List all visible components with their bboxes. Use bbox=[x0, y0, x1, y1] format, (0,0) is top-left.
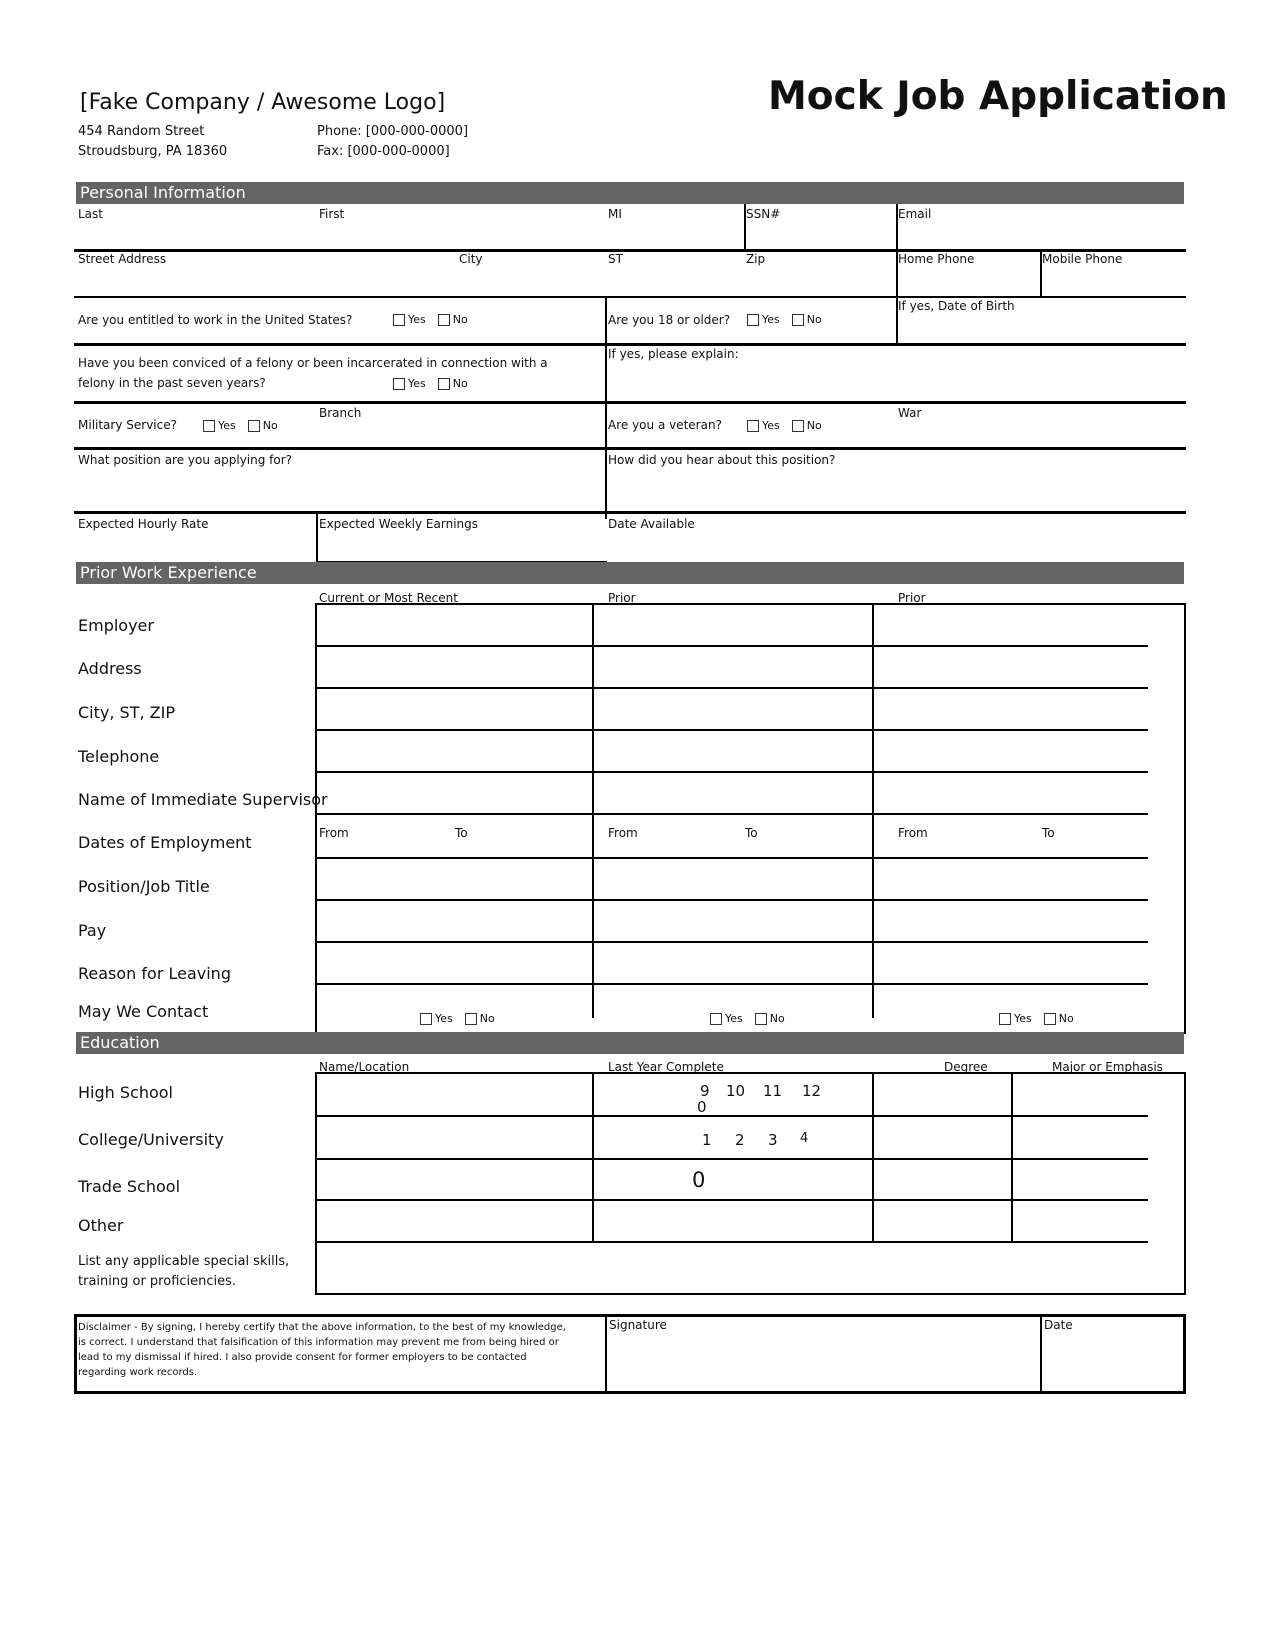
to-label: To bbox=[745, 826, 758, 840]
contact-3-yes-no bbox=[999, 1012, 1086, 1025]
to-label: To bbox=[455, 826, 468, 840]
work-cell-input[interactable] bbox=[874, 773, 1148, 815]
veteran-yes-no bbox=[747, 419, 834, 432]
work-cell-input[interactable] bbox=[874, 901, 1148, 943]
label-entitled-question: Are you entitled to work in the United States? bbox=[78, 313, 353, 327]
label-signature: Signature bbox=[609, 1318, 667, 1332]
work-experience-grid bbox=[315, 603, 1186, 1034]
section-header-education: Education bbox=[76, 1032, 1184, 1054]
label-st: ST bbox=[608, 252, 623, 266]
yes-label: Yes bbox=[725, 1012, 743, 1025]
section-header-personal: Personal Information bbox=[76, 182, 1184, 204]
college-year-3[interactable]: 3 bbox=[768, 1131, 778, 1149]
education-cell-input[interactable] bbox=[317, 1160, 594, 1201]
no-label: No bbox=[769, 1012, 785, 1025]
veteran-no-checkbox[interactable] bbox=[792, 419, 822, 432]
work-row-label: Reason for Leaving bbox=[78, 964, 231, 983]
military-no-checkbox[interactable] bbox=[248, 419, 278, 432]
military-yes-checkbox[interactable] bbox=[203, 419, 236, 432]
disclaimer-text bbox=[78, 1320, 566, 1380]
contact-1-no-checkbox[interactable] bbox=[465, 1012, 495, 1025]
trade-year-zero[interactable]: 0 bbox=[692, 1168, 706, 1192]
work-row-label: Name of Immediate Supervisor bbox=[78, 790, 328, 809]
work-col-header-1: Current or Most Recent bbox=[319, 591, 458, 605]
work-cell-input[interactable] bbox=[874, 731, 1148, 773]
work-col-header-2: Prior bbox=[608, 591, 636, 605]
work-cell-input[interactable] bbox=[317, 943, 594, 985]
label-hourly-rate: Expected Hourly Rate bbox=[78, 517, 209, 531]
hs-year-zero: 0 bbox=[697, 1098, 707, 1116]
label-first: First bbox=[319, 207, 345, 221]
yes-label: Yes bbox=[762, 313, 780, 326]
yes-label: Yes bbox=[408, 377, 426, 390]
work-row-label: Address bbox=[78, 659, 142, 678]
label-weekly-earnings: Expected Weekly Earnings bbox=[319, 517, 478, 531]
company-logo-placeholder: [Fake Company / Awesome Logo] bbox=[80, 90, 446, 115]
work-cell-input[interactable] bbox=[594, 731, 874, 773]
work-cell-input[interactable] bbox=[317, 647, 594, 689]
work-cell-input[interactable] bbox=[317, 773, 594, 815]
label-explain: If yes, please explain: bbox=[608, 347, 739, 361]
work-cell-input[interactable] bbox=[317, 901, 594, 943]
yes-label: Yes bbox=[762, 419, 780, 432]
label-age-question: Are you 18 or older? bbox=[608, 313, 731, 327]
entitled-yes-checkbox[interactable] bbox=[393, 313, 426, 326]
no-label: No bbox=[806, 313, 822, 326]
college-year-4[interactable]: 4 bbox=[800, 1131, 809, 1146]
age-yes-no bbox=[747, 313, 834, 326]
education-cell-input[interactable] bbox=[874, 1160, 1013, 1201]
work-row-label: Employer bbox=[78, 616, 154, 635]
label-felony-line2: felony in the past seven years? bbox=[78, 376, 266, 390]
no-label: No bbox=[452, 377, 468, 390]
label-date: Date bbox=[1044, 1318, 1073, 1332]
contact-2-no-checkbox[interactable] bbox=[755, 1012, 785, 1025]
education-cell-input[interactable] bbox=[317, 1074, 594, 1117]
yes-label: Yes bbox=[408, 313, 426, 326]
military-yes-no bbox=[203, 419, 290, 432]
from-label: From bbox=[319, 826, 349, 840]
disclaimer-line: regarding work records. bbox=[78, 1367, 198, 1378]
education-cell-input[interactable] bbox=[874, 1074, 1013, 1117]
label-position-question: What position are you applying for? bbox=[78, 453, 293, 467]
work-cell-input[interactable] bbox=[594, 859, 874, 901]
education-cell-input[interactable] bbox=[1013, 1074, 1148, 1117]
work-row-label: Pay bbox=[78, 921, 107, 940]
from-label: From bbox=[608, 826, 638, 840]
work-row-label: Telephone bbox=[78, 747, 160, 766]
entitled-yes-no bbox=[393, 313, 480, 326]
work-cell-input[interactable] bbox=[317, 605, 594, 647]
education-cell-input[interactable] bbox=[874, 1117, 1013, 1160]
label-felony-line1: Have you been conviced of a felony or been incarcerated in connection with a bbox=[78, 356, 548, 370]
education-cell-input[interactable] bbox=[317, 1201, 594, 1243]
edu-col-year: Last Year Complete bbox=[608, 1060, 724, 1074]
label-veteran-question: Are you a veteran? bbox=[608, 418, 722, 432]
college-year-2[interactable]: 2 bbox=[735, 1131, 745, 1149]
felony-yes-checkbox[interactable] bbox=[393, 377, 426, 390]
label-street: Street Address bbox=[78, 252, 167, 266]
label-home-phone: Home Phone bbox=[898, 252, 975, 266]
work-cell-input[interactable] bbox=[594, 647, 874, 689]
no-label: No bbox=[806, 419, 822, 432]
work-cell-input[interactable] bbox=[594, 605, 874, 647]
work-cell-input[interactable] bbox=[594, 943, 874, 985]
company-phone: Phone: [000-000-0000] bbox=[317, 124, 469, 139]
work-row-label: Dates of Employment bbox=[78, 833, 252, 852]
work-row-label: Position/Job Title bbox=[78, 877, 210, 896]
work-row-label: May We Contact bbox=[78, 1002, 209, 1021]
hs-year-12[interactable]: 12 bbox=[802, 1082, 822, 1100]
skills-input[interactable] bbox=[317, 1243, 1184, 1293]
edu-row-label: Trade School bbox=[78, 1177, 181, 1196]
yes-label: Yes bbox=[1014, 1012, 1032, 1025]
label-date-of-birth: If yes, Date of Birth bbox=[898, 299, 1015, 313]
no-label: No bbox=[479, 1012, 495, 1025]
entitled-no-checkbox[interactable] bbox=[438, 313, 468, 326]
label-date-available: Date Available bbox=[608, 517, 695, 531]
company-city: Stroudsburg, PA 18360 bbox=[78, 144, 228, 159]
work-cell-input[interactable] bbox=[594, 689, 874, 731]
label-military-question: Military Service? bbox=[78, 418, 177, 432]
section-header-work: Prior Work Experience bbox=[76, 562, 1184, 584]
contact-3-no-checkbox[interactable] bbox=[1044, 1012, 1074, 1025]
label-hear-question: How did you hear about this position? bbox=[608, 453, 836, 467]
college-year-1[interactable]: 1 bbox=[702, 1131, 712, 1149]
work-col-header-3: Prior bbox=[898, 591, 926, 605]
work-row-label: City, ST, ZIP bbox=[78, 703, 175, 722]
skills-label-line2: training or proficiencies. bbox=[78, 1274, 237, 1289]
work-cell-input[interactable] bbox=[874, 689, 1148, 731]
company-street: 454 Random Street bbox=[78, 124, 205, 139]
yes-label: Yes bbox=[435, 1012, 453, 1025]
edu-row-label: High School bbox=[78, 1083, 173, 1102]
education-grid bbox=[315, 1072, 1186, 1295]
label-war: War bbox=[898, 406, 922, 420]
no-label: No bbox=[262, 419, 278, 432]
no-label: No bbox=[452, 313, 468, 326]
label-ssn: SSN# bbox=[746, 207, 781, 221]
work-cell-input[interactable] bbox=[317, 689, 594, 731]
edu-col-major: Major or Emphasis bbox=[1052, 1060, 1163, 1074]
yes-label: Yes bbox=[218, 419, 236, 432]
page-title: Mock Job Application bbox=[768, 74, 1228, 119]
label-last: Last bbox=[78, 207, 103, 221]
hs-year-10[interactable]: 10 bbox=[726, 1082, 746, 1100]
education-cell-input[interactable] bbox=[1013, 1201, 1148, 1243]
work-cell-input[interactable] bbox=[594, 773, 874, 815]
contact-2-yes-no bbox=[710, 1012, 797, 1025]
edu-row-label: College/University bbox=[78, 1130, 224, 1149]
felony-yes-no bbox=[393, 377, 480, 390]
contact-3-yes-checkbox[interactable] bbox=[999, 1012, 1032, 1025]
education-cell-input[interactable] bbox=[1013, 1117, 1148, 1160]
label-mi: MI bbox=[608, 207, 622, 221]
hs-year-11[interactable]: 11 bbox=[763, 1082, 783, 1100]
work-cell-input[interactable] bbox=[874, 859, 1148, 901]
to-label: To bbox=[1042, 826, 1055, 840]
education-cell-input[interactable] bbox=[317, 1117, 594, 1160]
work-cell-input[interactable] bbox=[317, 859, 594, 901]
education-cell-input[interactable] bbox=[874, 1201, 1013, 1243]
age-yes-checkbox[interactable] bbox=[747, 313, 780, 326]
from-label: From bbox=[898, 826, 928, 840]
felony-no-checkbox[interactable] bbox=[438, 377, 468, 390]
work-cell-input[interactable] bbox=[874, 605, 1148, 647]
work-cell-input[interactable] bbox=[594, 901, 874, 943]
skills-label-line1: List any applicable special skills, bbox=[78, 1254, 290, 1269]
work-cell-input[interactable] bbox=[874, 647, 1148, 689]
education-cell-input[interactable] bbox=[594, 1117, 874, 1160]
contact-1-yes-no bbox=[420, 1012, 507, 1025]
age-no-checkbox[interactable] bbox=[792, 313, 822, 326]
label-branch: Branch bbox=[319, 406, 362, 420]
education-cell-input[interactable] bbox=[594, 1160, 874, 1201]
label-email: Email bbox=[898, 207, 932, 221]
edu-col-name: Name/Location bbox=[319, 1060, 410, 1074]
contact-2-yes-checkbox[interactable] bbox=[710, 1012, 743, 1025]
company-fax: Fax: [000-000-0000] bbox=[317, 144, 450, 159]
education-cell-input[interactable] bbox=[594, 1201, 874, 1243]
hs-year-9[interactable]: 9 bbox=[700, 1082, 710, 1100]
work-cell-input[interactable] bbox=[317, 731, 594, 773]
no-label: No bbox=[1058, 1012, 1074, 1025]
label-mobile-phone: Mobile Phone bbox=[1042, 252, 1123, 266]
disclaimer-line: lead to my dismissal if hired. I also provide consent for former employers to be contacted bbox=[78, 1352, 527, 1363]
edu-col-degree: Degree bbox=[944, 1060, 988, 1074]
label-city: City bbox=[459, 252, 483, 266]
label-zip: Zip bbox=[746, 252, 766, 266]
work-cell-input[interactable] bbox=[874, 943, 1148, 985]
contact-1-yes-checkbox[interactable] bbox=[420, 1012, 453, 1025]
veteran-yes-checkbox[interactable] bbox=[747, 419, 780, 432]
disclaimer-line: Disclaimer - By signing, I hereby certify that the above information, to the best of my knowledge, bbox=[78, 1322, 566, 1333]
disclaimer-line: is correct. I understand that falsification of this information may prevent me from being hired or bbox=[78, 1337, 559, 1348]
education-cell-input[interactable] bbox=[1013, 1160, 1148, 1201]
edu-row-label: Other bbox=[78, 1216, 124, 1235]
